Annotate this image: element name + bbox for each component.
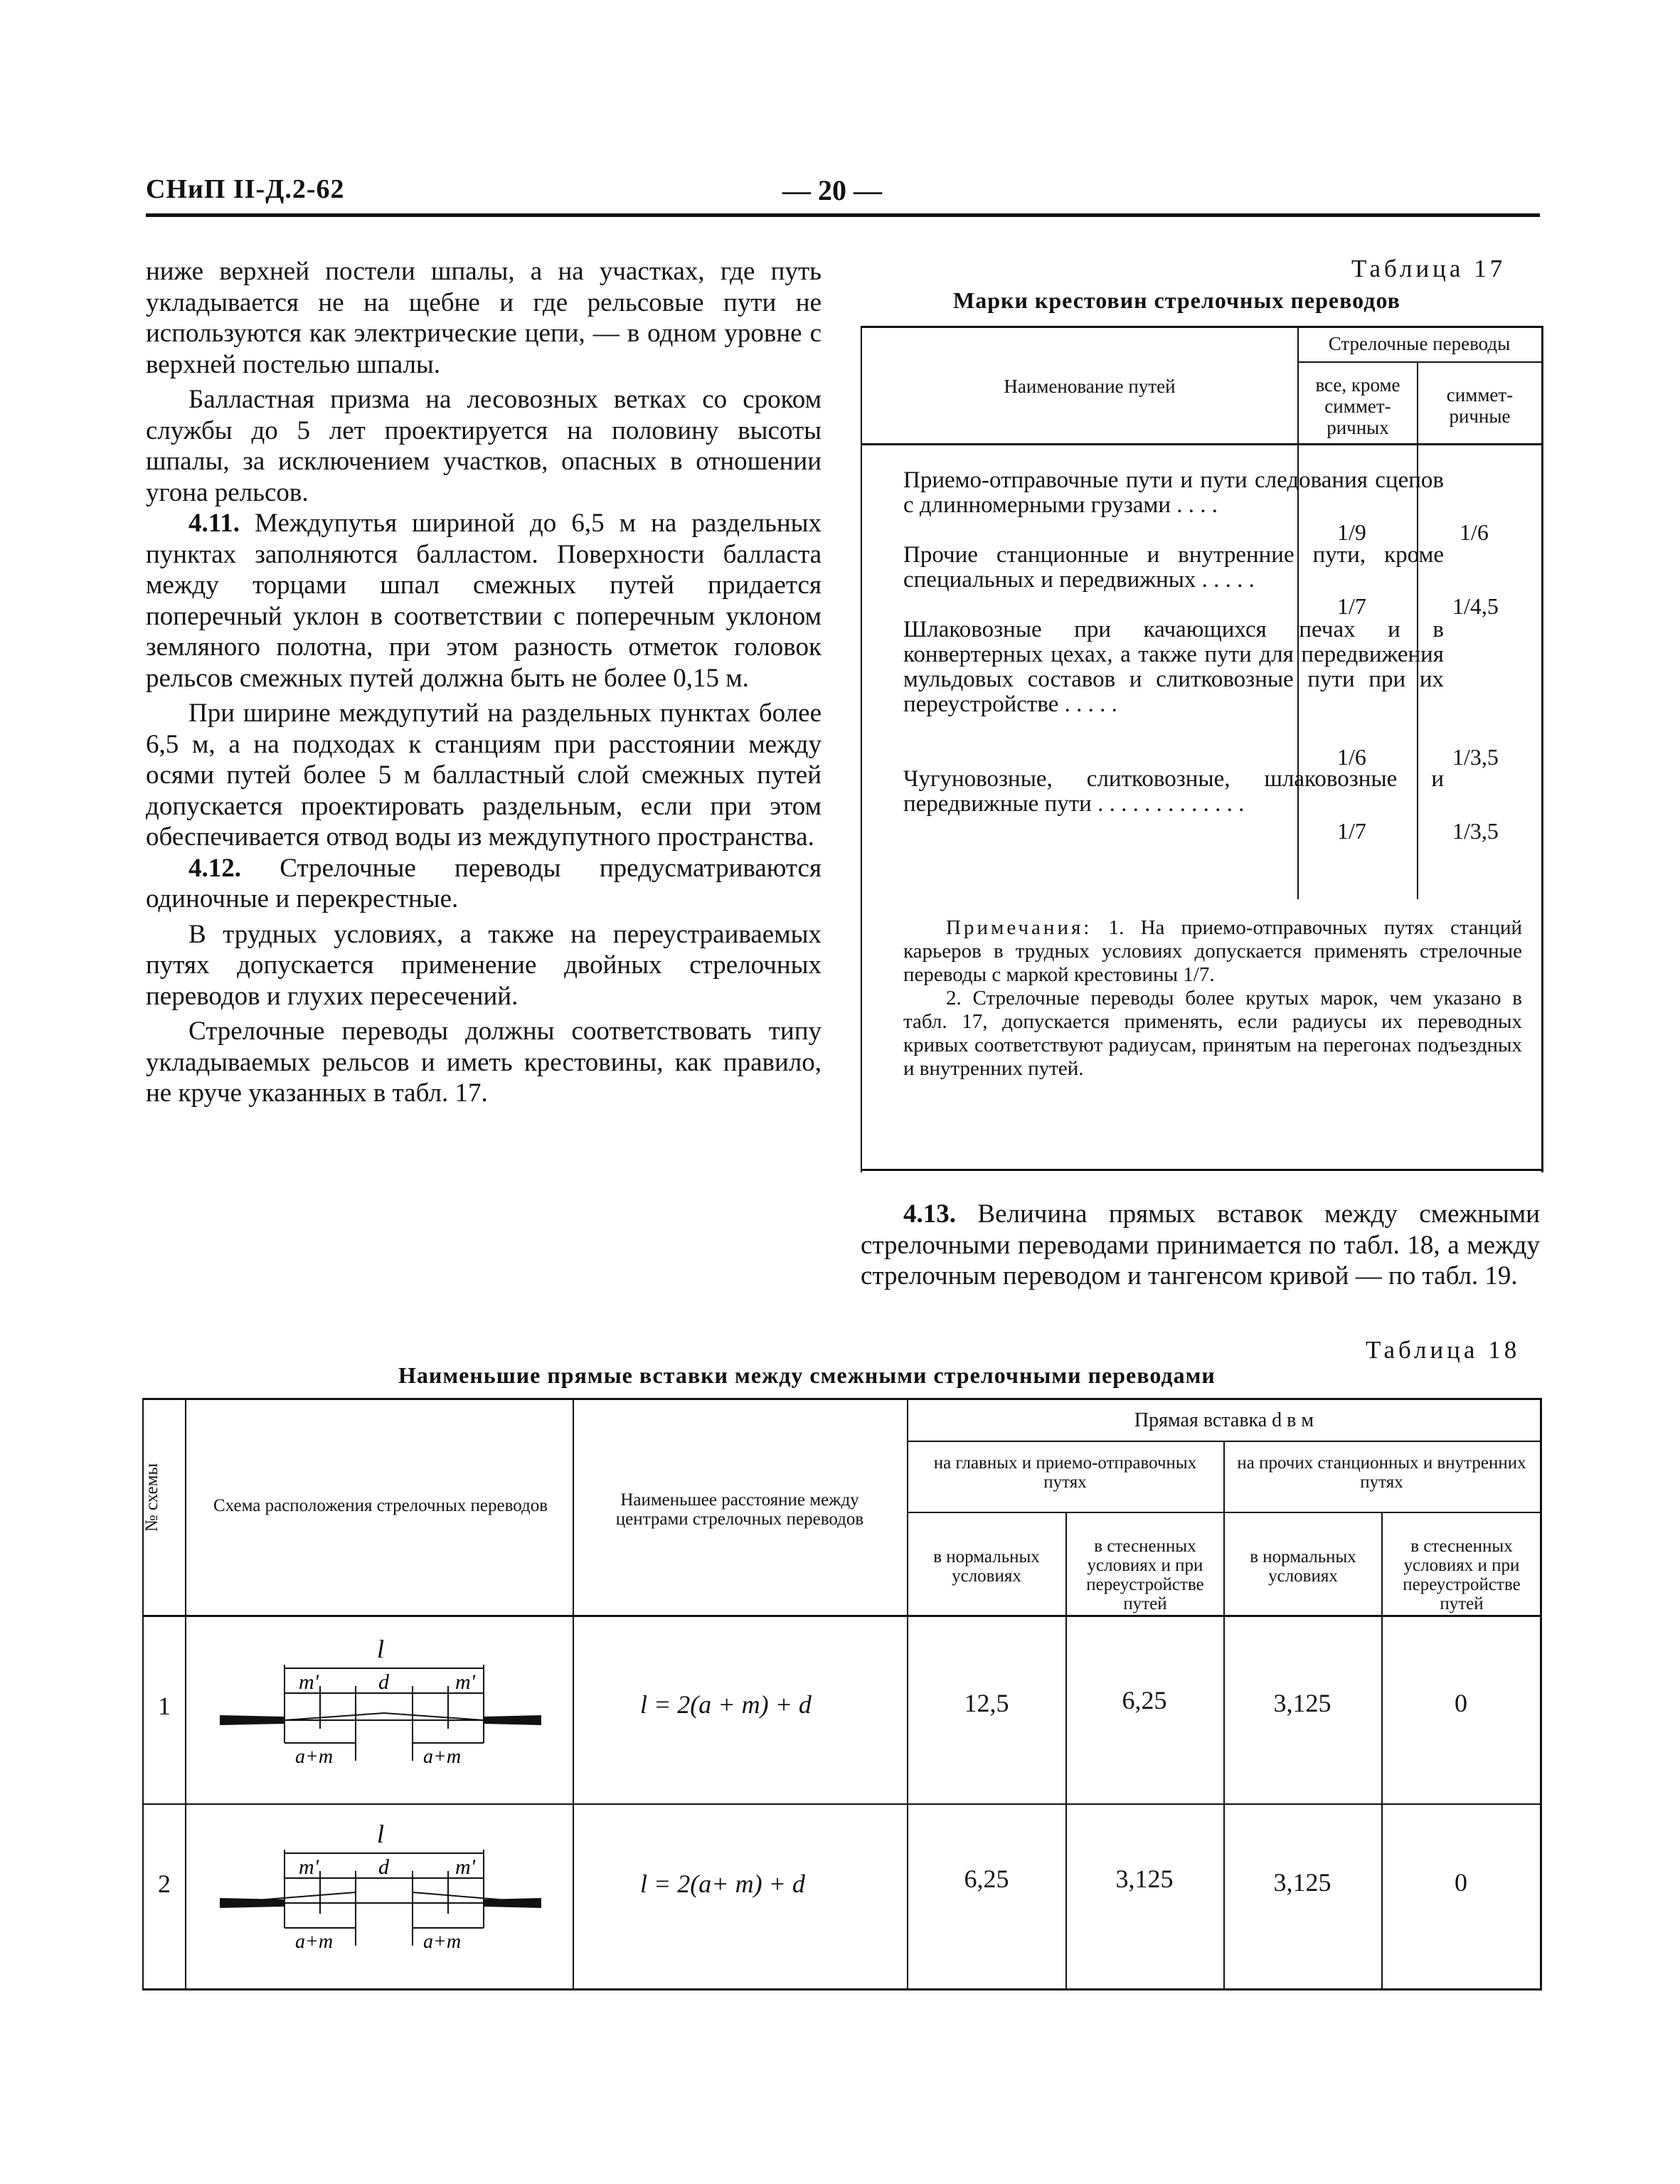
section-number: 4.11. — [188, 509, 240, 538]
col-divider — [907, 1398, 908, 1990]
note-2: 2. Стрелочные переводы более крутых марок, чем указано в табл. 17, допускается применять, если радиусы их переводных кривых соответствуют радиусам, принятым на перегонах подъездных и внутренних путей. — [903, 987, 1522, 1080]
notes-label: Примечания: — [946, 916, 1092, 939]
paragraph-4: При ширине междупутий на раздельных пунктах более 6,5 м, а на подходах к станциям при расстоянии между осями путей более 5 м балластный слой смежных путей допускается проектировать раздельным, если при этом обеспечивается отвод воды из междупутного пространства. — [146, 699, 822, 852]
label-d: d — [378, 1855, 389, 1879]
header-rule — [146, 213, 1540, 217]
scheme-number: 1 — [158, 1692, 171, 1720]
value-main-tight: 6,25 — [1122, 1686, 1167, 1714]
table-cell-a: 1/7 — [1337, 818, 1366, 844]
value-other-normal: 3,125 — [1273, 1689, 1331, 1717]
table-18-title: Наименьшие прямые вставки между смежными стрелочными переводами — [398, 1362, 1216, 1388]
label-l: l — [376, 1636, 385, 1663]
value-main-tight: 3,125 — [1115, 1865, 1174, 1893]
value-main-normal: 6,25 — [964, 1865, 1009, 1893]
column-header-tight: в стесненных условиях и при переустройстве путей — [1403, 1537, 1521, 1613]
column-header-scheme: Схема расположения стрелочных переводов — [213, 1496, 548, 1515]
document-code: СНиП II-Д.2-62 — [146, 174, 345, 204]
value-other-normal: 3,125 — [1273, 1868, 1331, 1897]
table-top-rule — [862, 326, 1541, 328]
table-18-label: Таблица 18 — [1366, 1336, 1521, 1364]
column-header-tight: в стесненных условиях и при переустройстве путей — [1086, 1537, 1204, 1613]
col-divider — [573, 1398, 574, 1990]
paragraph-1: ниже верхней постели шпалы, а на участках, где путь укладывается не на щебне и где рельсовые пути не используются как электрические цепи, — в одном уровне с верхней постелью шпалы. — [146, 257, 822, 379]
label-m: m' — [299, 1855, 319, 1879]
table-row-name: Чугуновозные, слитковозные, шлаковозные и передвижные пути . . . . . . . . . . . . . — [903, 766, 1444, 817]
header-divider — [1297, 361, 1541, 363]
column-header-other: на прочих станционных и внутренних путях — [1237, 1453, 1526, 1492]
section-number: 4.13. — [903, 1199, 956, 1229]
column-header-insert: Прямая вставка d в м — [1134, 1409, 1314, 1431]
scheme-diagram-2 — [213, 1814, 548, 1974]
column-header-group: Стрелочные переводы — [1328, 333, 1511, 354]
formula: l = 2(a + m) + d — [640, 1690, 812, 1719]
label-a-plus-m: a+m — [423, 1931, 462, 1953]
header-bottom-rule — [142, 1615, 1542, 1617]
col-divider — [1381, 1512, 1383, 1990]
column-header-min-distance: Наименьшее расстояние между центрами стрелочных переводов — [615, 1490, 864, 1529]
column-header-normal: в нормальных условиях — [1250, 1547, 1356, 1586]
paragraph-2: Балластная призма на лесовозных ветках со сроком службы до 5 лет проектируется на половину высоты шпалы, за исключением участков, опасных в отношении угона рельсов. — [146, 385, 822, 507]
table-right-rule — [1540, 1398, 1542, 1990]
paragraph-4-11 — [146, 508, 822, 694]
table-17-label: Таблица 17 — [1351, 255, 1506, 282]
table-bottom-rule — [862, 1169, 1541, 1171]
col-divider — [1065, 1512, 1067, 1990]
header-bottom-rule — [862, 443, 1541, 445]
table-cell-b: 1/3,5 — [1452, 818, 1499, 844]
paragraph-4-13 — [861, 1199, 1540, 1292]
column-header-normal: в нормальных условиях — [933, 1547, 1040, 1586]
paragraph-7: Стрелочные переводы должны соответствовать типу укладываемых рельсов и иметь крестовины, как правило, не круче указанных в табл. 17. — [146, 1017, 822, 1108]
label-m: m' — [299, 1670, 319, 1694]
note-1-text: 1. На приемо-отправочных путях станций карьеров в трудных условиях допускается применять стрелочные переводы с маркой крестовины 1/7. — [903, 916, 1522, 986]
table-17 — [861, 326, 1543, 1172]
table-18 — [142, 1398, 1542, 1992]
label-m: m' — [455, 1670, 476, 1694]
column-header-name: Наименование путей — [1004, 376, 1176, 397]
table-row-name: Приемо-отправочные пути и пути следования сцепов с длинномерными грузами . . . . — [903, 467, 1444, 518]
value-other-tight: 0 — [1455, 1689, 1467, 1717]
table-17-title: Марки крестовин стрелочных переводов — [953, 287, 1400, 313]
table-cell-b: 1/4,5 — [1452, 593, 1499, 619]
column-header-main: на главных и приемо-отправочных путях — [933, 1453, 1197, 1492]
formula: l = 2(a+ m) + d — [640, 1870, 805, 1898]
row-divider — [142, 1803, 1542, 1805]
column-header-number-text: № схемы — [142, 1463, 161, 1532]
table-top-rule — [142, 1398, 1542, 1400]
table-cell-a: 1/9 — [1337, 519, 1366, 545]
page-number: — 20 — — [782, 174, 882, 206]
label-m: m' — [455, 1855, 476, 1879]
column-header-a: все, кроме симмет-ричных — [1315, 374, 1400, 438]
scheme-number: 2 — [158, 1870, 171, 1898]
left-column — [146, 256, 822, 1109]
table-17-notes — [903, 916, 1522, 1081]
label-a-plus-m: a+m — [423, 1746, 462, 1768]
table-row-name: Прочие станционные и внутренние пути, кроме специальных и передвижных . . . . . — [903, 542, 1444, 593]
table-cell-b: 1/6 — [1460, 519, 1489, 545]
label-a-plus-m: a+m — [295, 1746, 334, 1768]
header-divider — [907, 1441, 1540, 1442]
label-a-plus-m: a+m — [295, 1931, 334, 1953]
table-bottom-rule — [142, 1988, 1542, 1990]
paragraph-text: Величина прямых вставок между смежными стрелочными переводами принимается по табл. 18, а между стрелочным переводом и тангенсом кривой — по табл. 19. — [861, 1199, 1540, 1290]
table-cell-b: 1/3,5 — [1452, 744, 1499, 770]
value-other-tight: 0 — [1455, 1868, 1467, 1897]
paragraph-text: Стрелочные переводы предусматриваются одиночные и перекрестные. — [146, 853, 822, 913]
paragraph-4-12 — [146, 853, 822, 915]
table-cell-a: 1/6 — [1337, 744, 1366, 770]
note-1 — [903, 916, 1522, 987]
column-header-number — [142, 1398, 161, 1597]
value-main-normal: 12,5 — [964, 1689, 1009, 1717]
paragraph-6: В трудных условиях, а также на переустраиваемых путях допускается применение двойных стрелочных переводов и глухих пересечений. — [146, 919, 822, 1011]
paragraph-text: Междупутья шириной до 6,5 м на раздельных пунктах заполняются балластом. Поверхности балласта между торцами шпал смежных путей придается поперечный уклон в соответствии с поперечным уклоном земляного полотна, при этом разность отметок головок рельсов смежных путей должна быть не более 0,15 м. — [146, 509, 822, 693]
scheme-diagram-1 — [213, 1636, 548, 1793]
label-d: d — [378, 1670, 389, 1694]
header-divider — [907, 1512, 1540, 1513]
table-row-name: Шлаковозные при качающихся печах и в конвертерных цехах, а также пути для передвижения мульдовых составов и слитковозные пути при их переустройстве . . . . . — [903, 617, 1444, 717]
col-divider — [185, 1398, 186, 1990]
column-header-b: симмет-ричные — [1446, 384, 1514, 427]
label-l: l — [376, 1820, 385, 1848]
table-cell-a: 1/7 — [1337, 593, 1366, 619]
section-number: 4.12. — [188, 853, 241, 883]
